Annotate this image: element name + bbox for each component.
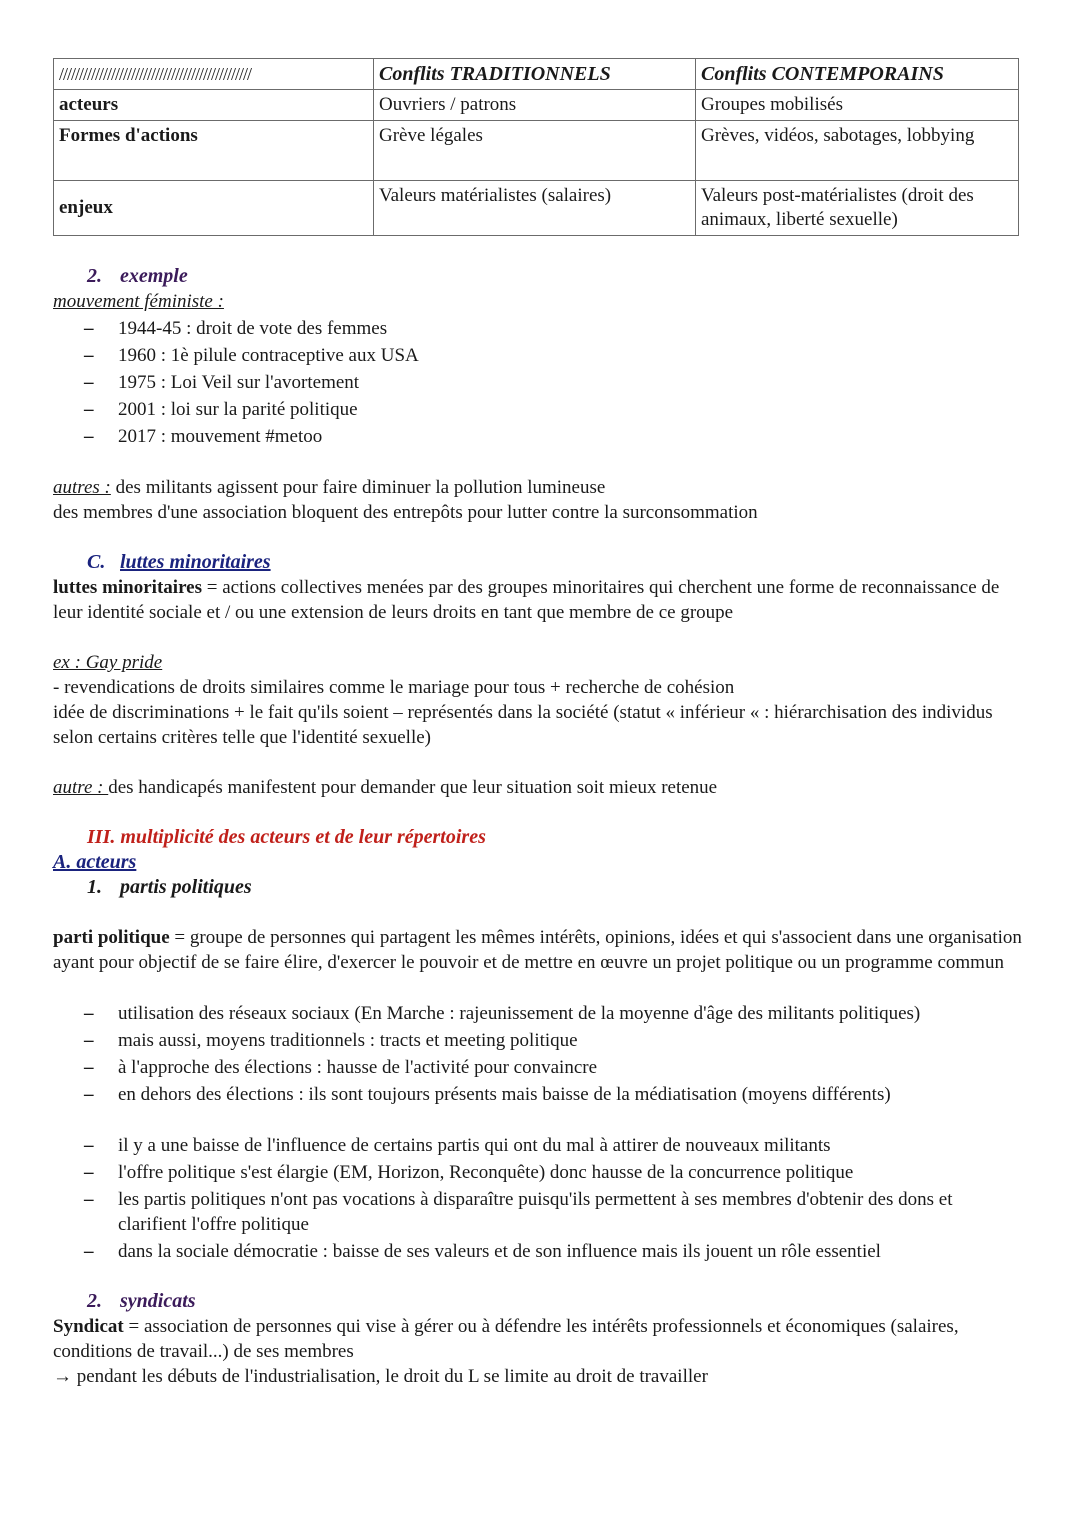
cell-contemporary: Groupes mobilisés <box>696 90 1019 121</box>
row-label: enjeux <box>54 181 374 236</box>
example-label: ex : Gay pride <box>53 652 163 673</box>
autre-line: autre : des handicapés manifestent pour demander que leur situation soit mieux retenue <box>53 777 718 798</box>
autres-line-1: autres : des militants agissent pour faire diminuer la pollution lumineuse <box>53 477 606 498</box>
example-line-2: idée de discriminations + le fait qu'ils soient – représentés dans la société (statut « inférieur « : hiérarchisation des individus selon certains critères telle que l'identité sexuelle) <box>53 702 993 748</box>
feminist-timeline <box>53 316 1025 449</box>
cell-traditional: Grève légales <box>374 121 696 181</box>
heading-partis: 1. partis politiques <box>87 876 252 898</box>
partis-list-1 <box>53 1001 1025 1107</box>
arrow-right-icon: → <box>53 1366 72 1387</box>
table-corner-cell: //////////////////////////////////////////////// <box>54 59 374 90</box>
list-item: – en dehors des élections : ils sont toujours présents mais baisse de la médiatisation (moyens différents) <box>118 1082 1025 1107</box>
list-item: – 2001 : loi sur la parité politique <box>118 397 1025 422</box>
cell-traditional: Valeurs matérialistes (salaires) <box>374 181 696 236</box>
heading-section-iii: III. multiplicité des acteurs et de leur répertoires <box>87 826 486 848</box>
heading-example: 2. exemple <box>87 265 188 287</box>
autres-line-2: des membres d'une association bloquent des entrepôts pour lutter contre la surconsommation <box>53 502 758 523</box>
header-traditional: Conflits TRADITIONNELS <box>374 59 696 90</box>
comparison-table <box>53 58 1019 236</box>
list-item: – 1960 : 1è pilule contraceptive aux USA <box>118 343 1025 368</box>
heading-acteurs: A. acteurs <box>53 851 137 873</box>
list-item: – à l'approche des élections : hausse de l'activité pour convaincre <box>118 1055 1025 1080</box>
header-contemporary: Conflits CONTEMPORAINS <box>696 59 1019 90</box>
row-label: Formes d'actions <box>54 121 374 181</box>
table-header-row <box>54 59 1019 90</box>
cell-contemporary: Grèves, vidéos, sabotages, lobbying <box>696 121 1019 181</box>
list-item: – il y a une baisse de l'influence de certains partis qui ont du mal à attirer de nouveaux militants <box>118 1133 1025 1158</box>
cell-traditional: Ouvriers / patrons <box>374 90 696 121</box>
definition-parti: parti politique = groupe de personnes qui partagent les mêmes intérêts, opinions, idées et qui s'associent dans une organisation ayant pour objectif de se faire élire, d'exercer le pouvoir et de mettre en œuvre un projet politique ou un programme commun <box>53 927 1022 973</box>
list-item: – 1975 : Loi Veil sur l'avortement <box>118 370 1025 395</box>
list-item: – 2017 : mouvement #metoo <box>118 424 1025 449</box>
table-row <box>54 121 1019 181</box>
definition-syndicat: Syndicat = association de personnes qui vise à gérer ou à défendre les intérêts professionnels et économiques (salaires, conditions de travail...) de ses membres <box>53 1316 959 1362</box>
list-item: – dans la sociale démocratie : baisse de ses valeurs et de son influence mais ils jouent un rôle essentiel <box>118 1239 1025 1264</box>
subtitle-feminist: mouvement féministe : <box>53 291 224 312</box>
syndicat-note: → pendant les débuts de l'industrialisation, le droit du L se limite au droit de travailler <box>53 1366 708 1387</box>
list-item: – mais aussi, moyens traditionnels : tracts et meeting politique <box>118 1028 1025 1053</box>
row-label: acteurs <box>54 90 374 121</box>
definition-luttes: luttes minoritaires = actions collectives menées par des groupes minoritaires qui cherchent une forme de reconnaissance de leur identité sociale et / ou une extension de leurs droits en tant que membre de ce groupe <box>53 577 1000 623</box>
heading-syndicats: 2. syndicats <box>87 1290 196 1312</box>
list-item: – l'offre politique s'est élargie (EM, Horizon, Reconquête) donc hausse de la concurrence politique <box>118 1160 1025 1185</box>
list-item: – les partis politiques n'ont pas vocations à disparaître puisqu'ils permettent à ses membres d'obtenir des dons et clarifient l'offre politique <box>118 1187 1025 1237</box>
cell-contemporary: Valeurs post-matérialistes (droit des animaux, liberté sexuelle) <box>696 181 1019 236</box>
table-row <box>54 90 1019 121</box>
partis-list-2 <box>53 1133 1025 1264</box>
example-line-1: - revendications de droits similaires comme le mariage pour tous + recherche de cohésion <box>53 677 735 698</box>
list-item: – utilisation des réseaux sociaux (En Marche : rajeunissement de la moyenne d'âge des militants politiques) <box>118 1001 1025 1026</box>
heading-luttes-minoritaires: C. luttes minoritaires <box>87 551 271 573</box>
table-row <box>54 181 1019 236</box>
list-item: – 1944-45 : droit de vote des femmes <box>118 316 1025 341</box>
